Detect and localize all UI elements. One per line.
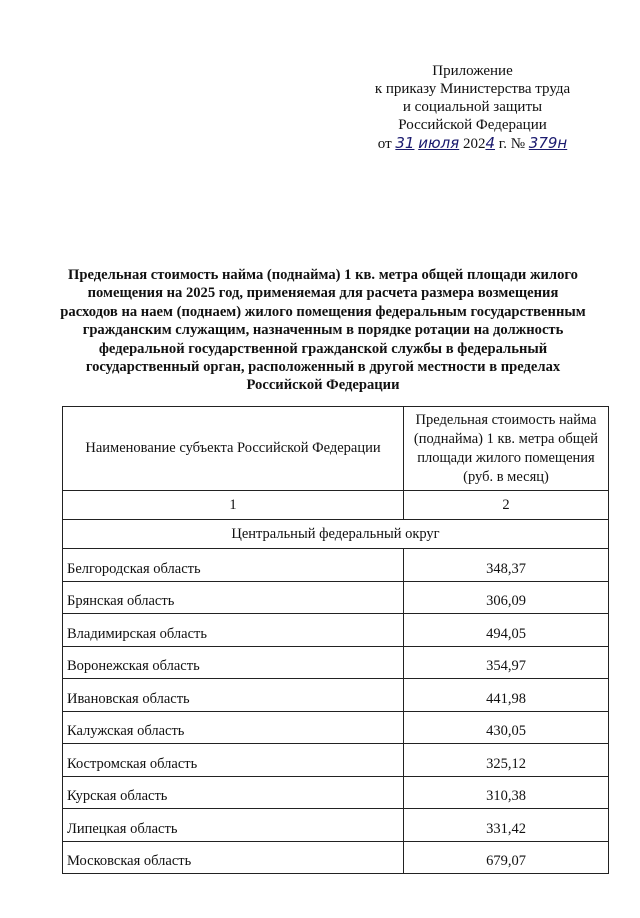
rates-table xyxy=(62,406,609,874)
table-row xyxy=(63,841,609,874)
region-rate: 354,97 xyxy=(404,646,609,679)
region-rate: 679,07 xyxy=(404,841,609,874)
column-number: 1 xyxy=(63,491,404,520)
appendix-line: Приложение xyxy=(432,63,513,79)
appendix-line: к приказу Министерства труда xyxy=(374,81,571,97)
region-rate: 441,98 xyxy=(404,679,609,712)
region-rate: 348,37 xyxy=(404,549,609,582)
region-name: Курская область xyxy=(63,776,404,809)
region-rate: 494,05 xyxy=(404,614,609,647)
header-rate: Предельная стоимость найма (поднайма) 1 кв. метра общей площади жилого помещения (руб. в месяц) xyxy=(404,407,609,491)
order-date-line xyxy=(360,134,585,153)
table-row xyxy=(63,581,609,614)
appendix-block xyxy=(360,62,585,153)
region-rate: 306,09 xyxy=(404,581,609,614)
region-rate: 310,38 xyxy=(404,776,609,809)
column-number-row xyxy=(63,491,609,520)
appendix-line: Российской Федерации xyxy=(398,117,547,133)
table-body xyxy=(63,549,609,874)
district-name: Центральный федеральный округ xyxy=(63,520,609,549)
document-title: Предельная стоимость найма (поднайма) 1 кв. метра общей площади жилого помещения на 2025 год, применяемая для расчета размера возмещения расходов на наем (поднаем) жилого помещения федеральным государственным гражданским служащим, назначенным в порядке ротации на должность федеральной государственной гражданской службы в федеральный государственный орган, расположенный в другой местности в пределах Российской Федерации xyxy=(60,267,586,394)
region-name: Калужская область xyxy=(63,711,404,744)
column-number: 2 xyxy=(404,491,609,520)
region-name: Белгородская область xyxy=(63,549,404,582)
order-year-suffix: 4 xyxy=(485,134,496,152)
table-row xyxy=(63,646,609,679)
table-row xyxy=(63,679,609,712)
region-name: Брянская область xyxy=(63,581,404,614)
region-name: Костромская область xyxy=(63,744,404,777)
table-row xyxy=(63,614,609,647)
region-name: Владимирская область xyxy=(63,614,404,647)
region-name: Липецкая область xyxy=(63,809,404,842)
table-row xyxy=(63,809,609,842)
table-row xyxy=(63,776,609,809)
table-header-row xyxy=(63,407,609,491)
order-day: 31 xyxy=(395,134,415,152)
order-year-label: г. № xyxy=(498,136,526,152)
region-rate: 331,42 xyxy=(404,809,609,842)
table-row xyxy=(63,711,609,744)
region-rate: 325,12 xyxy=(404,744,609,777)
order-month: июля xyxy=(418,134,460,152)
region-name: Ивановская область xyxy=(63,679,404,712)
region-rate: 430,05 xyxy=(404,711,609,744)
order-number: 379н xyxy=(528,134,568,152)
table-row xyxy=(63,744,609,777)
table-row xyxy=(63,549,609,582)
order-year-prefix: 202 xyxy=(462,136,486,152)
region-name: Московская область xyxy=(63,841,404,874)
header-subject: Наименование субъекта Российской Федерации xyxy=(63,407,404,491)
region-name: Воронежская область xyxy=(63,646,404,679)
order-prefix: от xyxy=(377,136,392,152)
district-row xyxy=(63,520,609,549)
appendix-line: и социальной защиты xyxy=(402,99,543,115)
